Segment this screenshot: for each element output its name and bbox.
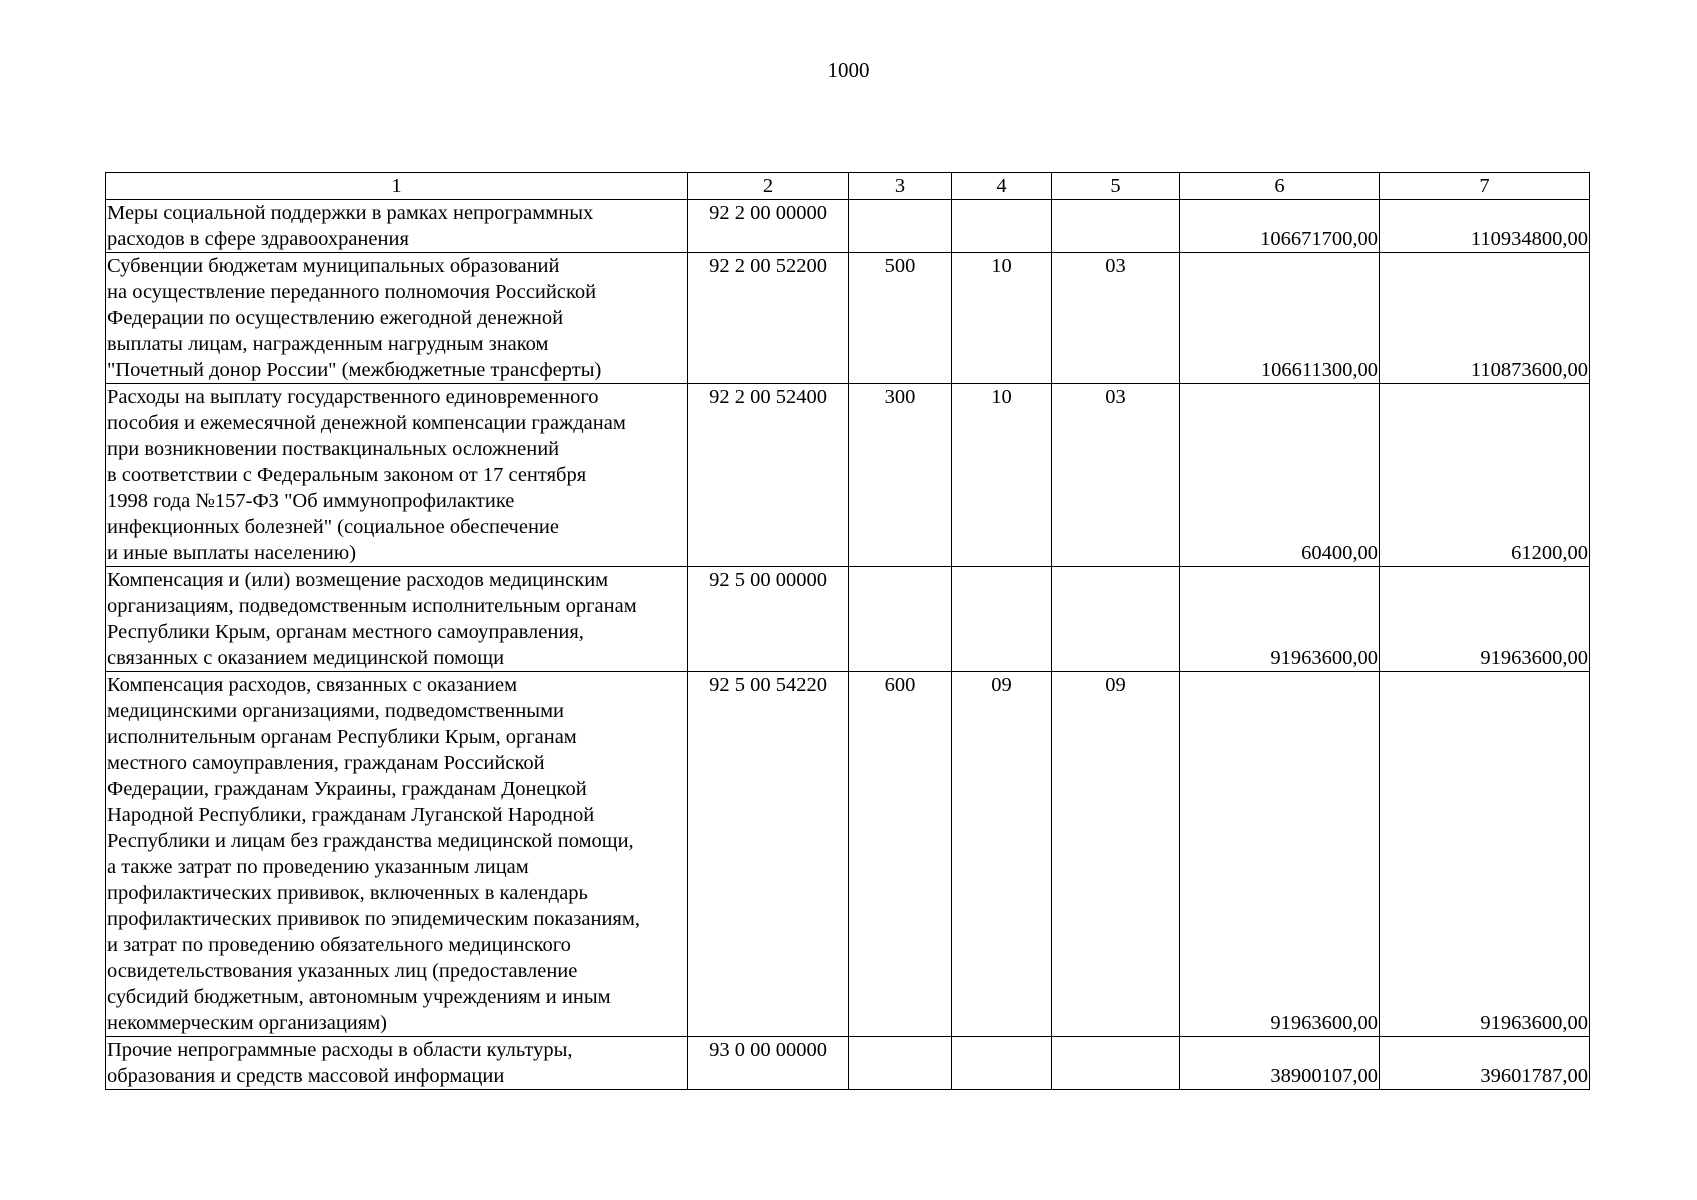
expense-name-line: Компенсация расходов, связанных с оказанием (107, 674, 518, 696)
expense-name-line: Расходы на выплату государственного единовременного (107, 386, 599, 408)
amount-year1-cell: 38900107,00 (1180, 1037, 1380, 1090)
subsection-cell: 03 (1052, 253, 1180, 384)
amount-year1-cell: 91963600,00 (1180, 567, 1380, 672)
expense-name-line: образования и средств массовой информации (107, 1065, 505, 1087)
amount-year2-cell: 61200,00 (1380, 384, 1590, 567)
table-header-row (106, 173, 1590, 200)
expense-name-cell (106, 200, 688, 253)
expense-name-cell (106, 672, 688, 1037)
expense-name-cell (106, 567, 688, 672)
expense-name-line: а также затрат по проведению указанным лицам (107, 856, 529, 878)
table-row (106, 1037, 1590, 1090)
expense-name-line: и затрат по проведению обязательного медицинского (107, 934, 571, 956)
expense-name-line: медицинскими организациями, подведомственными (107, 700, 565, 722)
amount-year1-cell: 106611300,00 (1180, 253, 1380, 384)
amount-year2-cell: 39601787,00 (1380, 1037, 1590, 1090)
expense-type-cell: 300 (849, 384, 952, 567)
expense-type-cell: 500 (849, 253, 952, 384)
column-header-6: 6 (1180, 173, 1380, 200)
expense-type-cell: 600 (849, 672, 952, 1037)
expense-name-line: "Почетный донор России" (межбюджетные трансферты) (107, 359, 602, 381)
expense-type-cell (849, 200, 952, 253)
expense-name-line: профилактических прививок, включенных в календарь (107, 882, 588, 904)
amount-year1-cell: 60400,00 (1180, 384, 1380, 567)
expense-name-line: связанных с оказанием медицинской помощи (107, 647, 505, 669)
expense-name-line: субсидий бюджетным, автономным учреждениям и иным (107, 986, 611, 1008)
budget-code-cell: 92 5 00 00000 (688, 567, 849, 672)
amount-year1-cell: 91963600,00 (1180, 672, 1380, 1037)
expense-name-line: профилактических прививок по эпидемическим показаниям, (107, 908, 640, 930)
amount-year2-cell: 91963600,00 (1380, 672, 1590, 1037)
expense-name-line: Субвенции бюджетам муниципальных образований (107, 255, 560, 277)
column-header-7: 7 (1380, 173, 1590, 200)
expense-name-line: расходов в сфере здравоохранения (107, 228, 409, 250)
budget-code-cell: 93 0 00 00000 (688, 1037, 849, 1090)
table-row (106, 672, 1590, 1037)
column-header-3: 3 (849, 173, 952, 200)
expense-name-line: Народной Республики, гражданам Луганской Народной (107, 804, 595, 826)
section-cell: 10 (952, 384, 1052, 567)
table-row (106, 384, 1590, 567)
expense-name-line: на осуществление переданного полномочия Российской (107, 281, 597, 303)
expense-name-line: инфекционных болезней" (социальное обеспечение (107, 516, 559, 538)
subsection-cell (1052, 567, 1180, 672)
expense-name-line: Прочие непрограммные расходы в области культуры, (107, 1039, 573, 1061)
expense-name-cell (106, 1037, 688, 1090)
expense-name-line: освидетельствования указанных лиц (предоставление (107, 960, 578, 982)
expense-name-line: пособия и ежемесячной денежной компенсации гражданам (107, 412, 626, 434)
expense-name-line: некоммерческим организациям) (107, 1012, 387, 1034)
budget-code-cell: 92 2 00 00000 (688, 200, 849, 253)
expense-name-line: Республики и лицам без гражданства медицинской помощи, (107, 830, 634, 852)
expense-name-line: организациям, подведомственным исполнительным органам (107, 595, 637, 617)
section-cell: 09 (952, 672, 1052, 1037)
expense-type-cell (849, 1037, 952, 1090)
expense-name-line: Республики Крым, органам местного самоуправления, (107, 621, 584, 643)
expense-type-cell (849, 567, 952, 672)
expense-name-line: и иные выплаты населению) (107, 542, 357, 564)
budget-code-cell: 92 2 00 52200 (688, 253, 849, 384)
subsection-cell (1052, 200, 1180, 253)
subsection-cell (1052, 1037, 1180, 1090)
expense-name-line: в соответствии с Федеральным законом от 17 сентября (107, 464, 587, 486)
expense-name-cell (106, 253, 688, 384)
expense-name-cell (106, 384, 688, 567)
table-row (106, 200, 1590, 253)
expense-name-line: Компенсация и (или) возмещение расходов медицинским (107, 569, 609, 591)
page-number: 1000 (827, 58, 870, 82)
column-header-5: 5 (1052, 173, 1180, 200)
section-cell (952, 200, 1052, 253)
amount-year2-cell: 110873600,00 (1380, 253, 1590, 384)
amount-year2-cell: 91963600,00 (1380, 567, 1590, 672)
expense-name-line: Федерации по осуществлению ежегодной денежной (107, 307, 564, 329)
expense-name-line: Федерации, гражданам Украины, гражданам Донецкой (107, 778, 587, 800)
budget-code-cell: 92 2 00 52400 (688, 384, 849, 567)
expense-name-line: 1998 года №157-ФЗ "Об иммунопрофилактике (107, 490, 515, 512)
subsection-cell: 09 (1052, 672, 1180, 1037)
column-header-1: 1 (106, 173, 688, 200)
expense-name-line: при возникновении поствакцинальных осложнений (107, 438, 560, 460)
expense-name-line: Меры социальной поддержки в рамках непрограммных (107, 202, 594, 224)
column-header-2: 2 (688, 173, 849, 200)
amount-year1-cell: 106671700,00 (1180, 200, 1380, 253)
section-cell (952, 1037, 1052, 1090)
table-row (106, 253, 1590, 384)
budget-table (105, 172, 1590, 1090)
amount-year2-cell: 110934800,00 (1380, 200, 1590, 253)
expense-name-line: исполнительным органам Республики Крым, органам (107, 726, 577, 748)
budget-code-cell: 92 5 00 54220 (688, 672, 849, 1037)
expense-name-line: выплаты лицам, награжденным нагрудным знаком (107, 333, 549, 355)
table-row (106, 567, 1590, 672)
expense-name-line: местного самоуправления, гражданам Российской (107, 752, 545, 774)
section-cell: 10 (952, 253, 1052, 384)
subsection-cell: 03 (1052, 384, 1180, 567)
column-header-4: 4 (952, 173, 1052, 200)
section-cell (952, 567, 1052, 672)
